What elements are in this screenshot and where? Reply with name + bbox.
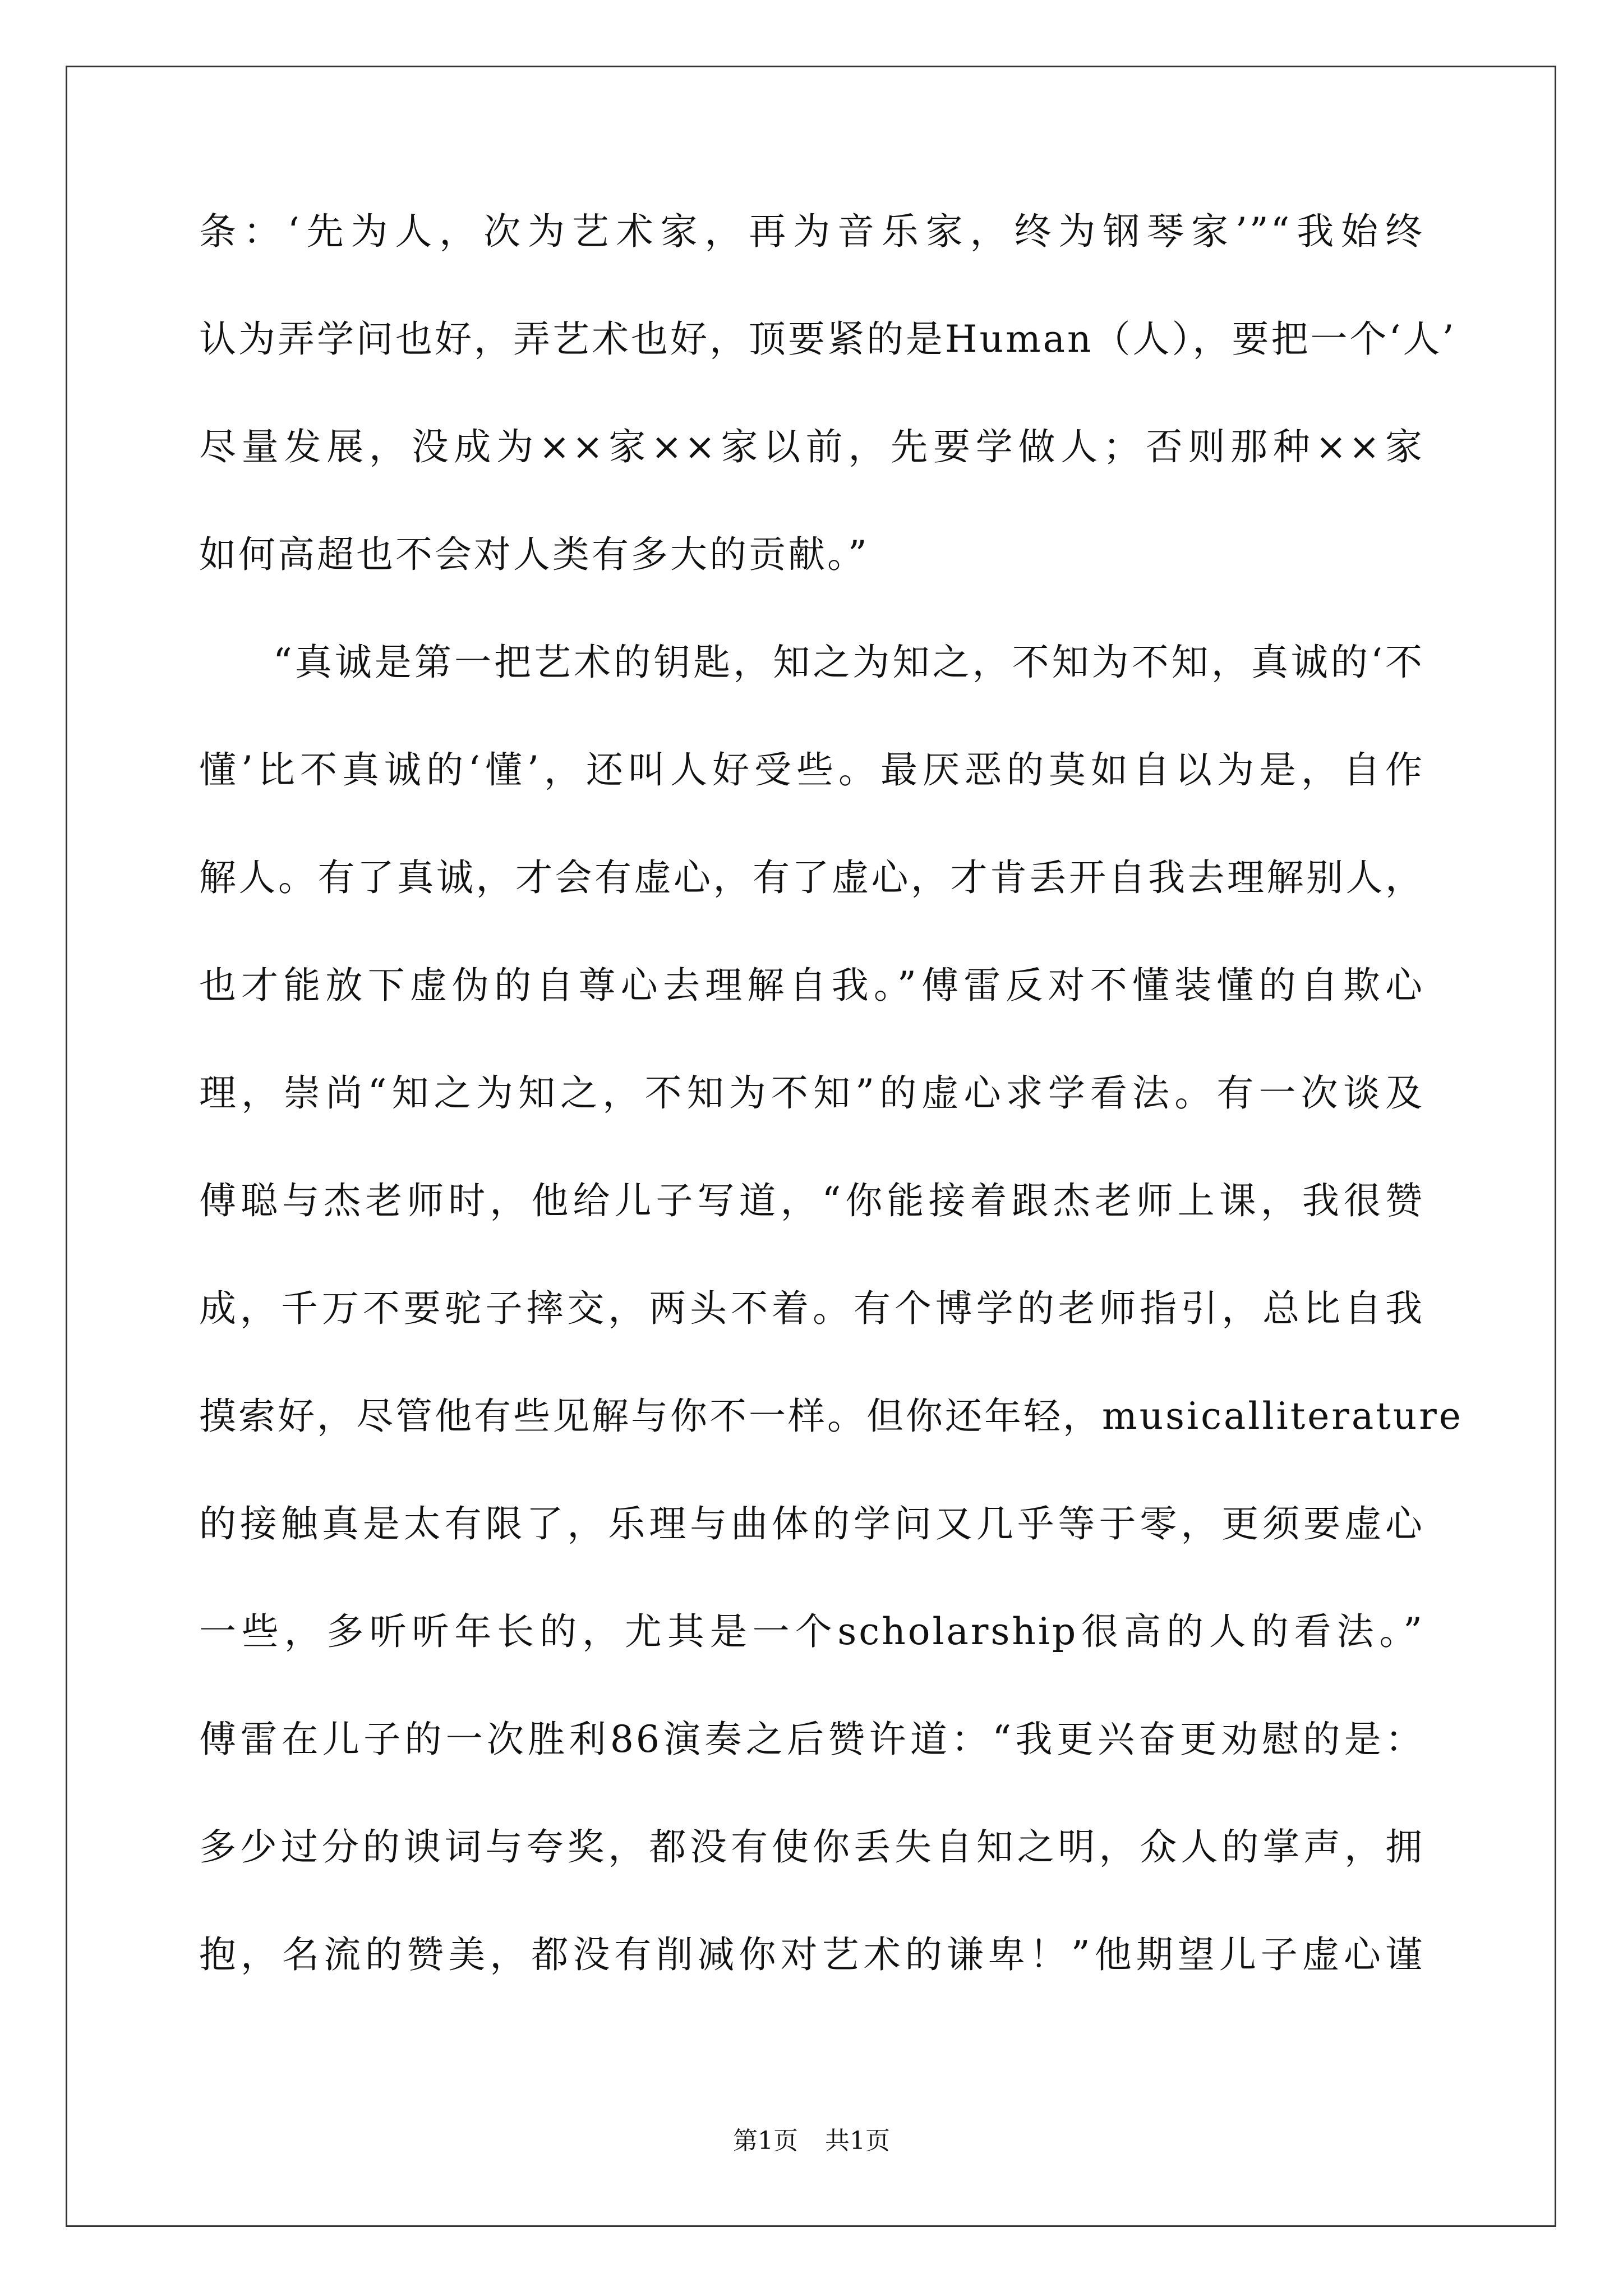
text-line: 傅雷在儿子的一次胜利86演奏之后赞许道：“我更兴奋更劝慰的是： (199, 1718, 1424, 1761)
text-line: 成，千万不要驼子摔交，两头不着。有个博学的老师指引，总比自我 (199, 1287, 1424, 1330)
text-line: 懂’比不真诚的‘懂’，还叫人好受些。最厌恶的莫如自以为是，自作 (199, 748, 1424, 792)
text-line: “真诚是第一把艺术的钥匙，知之为知之，不知为不知，真诚的‘不 (273, 641, 1424, 684)
text-line: 理，崇尚“知之为知之，不知为不知”的虚心求学看法。有一次谈及 (199, 1071, 1424, 1115)
text-line: 摸索好，尽管他有些见解与你不一样。但你还年轻，musicalliterature (199, 1395, 1463, 1438)
document-body (199, 210, 1463, 2044)
page-footer (0, 2129, 1623, 2154)
page-number: 第1页 (733, 2127, 798, 2155)
text-line: 一些，多听听年长的，尤其是一个scholarship很高的人的看法。” (199, 1610, 1424, 1653)
text-line: 尽量发展，没成为××家××家以前，先要学做人；否则那种××家 (199, 425, 1424, 468)
text-line: 解人。有了真诚，才会有虚心，有了虚心，才肯丢开自我去理解别人， (199, 856, 1424, 899)
text-line: 认为弄学问也好，弄艺术也好，顶要紧的是Human（人），要把一个‘人’ (199, 318, 1456, 361)
text-line: 也才能放下虚伪的自尊心去理解自我。”傅雷反对不懂装懂的自欺心 (199, 964, 1424, 1007)
page-total: 共1页 (825, 2127, 890, 2155)
text-line: 多少过分的谀词与夸奖，都没有使你丢失自知之明，众人的掌声，拥 (199, 1825, 1424, 1869)
text-line: 傅聪与杰老师时，他给儿子写道，“你能接着跟杰老师上课，我很赞 (199, 1179, 1424, 1222)
text-line: 如何高超也不会对人类有多大的贡献。” (199, 533, 869, 576)
text-line: 的接触真是太有限了，乐理与曲体的学问又几乎等于零，更须要虚心 (199, 1502, 1424, 1545)
text-line: 条：‘先为人，次为艺术家，再为音乐家，终为钢琴家’”“我始终 (199, 210, 1424, 253)
text-line: 抱，名流的赞美，都没有削减你对艺术的谦卑！”他期望儿子虚心谨 (199, 1933, 1424, 1976)
